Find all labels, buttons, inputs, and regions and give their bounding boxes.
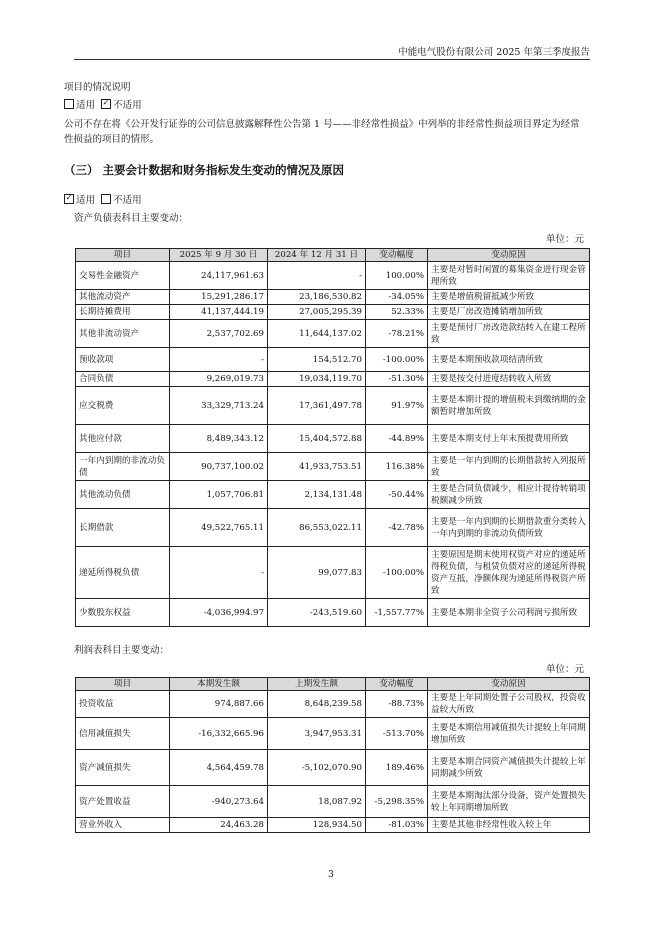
column-header: 项目 [76,249,170,262]
item-name-cell: 营业外收入 [76,818,170,833]
column-header: 变动原因 [428,249,590,262]
current-value-cell: 15,291,286.17 [170,290,268,305]
table-header-row [76,249,590,262]
current-value-cell: 1,057,706.81 [170,481,268,509]
current-value-cell: 4,564,459.78 [170,750,268,786]
change-rate-cell: -513.70% [366,718,428,750]
table-row [76,481,590,509]
prior-value-cell: -243,519.60 [268,599,366,627]
item-name-cell: 长期待摊费用 [76,305,170,320]
table-row [76,818,590,833]
change-reason-cell: 主要是其他非经常性收入较上年 [428,818,590,833]
report-header: 中能电气股份有限公司 2025 年第三季度报告 [398,47,590,58]
current-value-cell: -4,036,994.97 [170,599,268,627]
item-name-cell: 其他流动负债 [76,481,170,509]
section-not-applicable-label: 不适用 [113,195,142,206]
prior-value-cell: 19,034,119.70 [268,372,366,387]
income-caption: 利润表科目主要变动： [74,645,170,656]
section-title: （三） 主要会计数据和财务指标发生变动的情况及原因 [64,163,345,177]
section-applicable-checkbox-checked [64,194,74,204]
table-row [76,786,590,818]
current-value-cell: - [170,348,268,372]
change-rate-cell: -81.03% [366,818,428,833]
change-rate-cell: -5,298.35% [366,786,428,818]
current-value-cell: 24,463.28 [170,818,268,833]
balance-caption: 资产负债表科目主要变动： [74,213,189,224]
column-header: 本期发生额 [170,678,268,691]
change-reason-cell: 主要是一年内到期的长期借款重分类转入一年内到期的非流动负债所致 [428,509,590,547]
table-row [76,290,590,305]
change-rate-cell: 100.00% [366,262,428,290]
item-name-cell: 投资收益 [76,691,170,718]
prior-value-cell: 3,947,953.31 [268,718,366,750]
change-rate-cell: -44.89% [366,425,428,453]
item-name-cell: 信用减值损失 [76,718,170,750]
column-header: 变动幅度 [366,678,428,691]
change-rate-cell: -1,557.77% [366,599,428,627]
prior-value-cell: -5,102,070.90 [268,750,366,786]
change-rate-cell: -78.21% [366,320,428,348]
prior-value-cell: 128,934.50 [268,818,366,833]
change-rate-cell: 91.97% [366,387,428,425]
not-applicable-checkbox-checked [101,99,111,109]
change-rate-cell: 189.46% [366,750,428,786]
item-name-cell: 递延所得税负债 [76,547,170,599]
income-unit: 单位：元 [546,664,585,675]
change-rate-cell: -34.05% [366,290,428,305]
prior-value-cell: 86,553,022.11 [268,509,366,547]
table-row [76,372,590,387]
change-reason-cell: 主要是增值税留抵减少所致 [428,290,590,305]
change-reason-cell: 主要是本期信用减值损失计提较上年同期增加所致 [428,718,590,750]
change-rate-cell: -50.44% [366,481,428,509]
item-name-cell: 长期借款 [76,509,170,547]
item-name-cell: 资产处置收益 [76,786,170,818]
section-not-applicable-checkbox [101,194,111,204]
column-header: 变动原因 [428,678,590,691]
prior-value-cell: 23,186,530.82 [268,290,366,305]
table-row [76,262,590,290]
current-value-cell: 974,887.66 [170,691,268,718]
column-header: 2025 年 9 月 30 日 [170,249,268,262]
change-reason-cell: 主要是本期淘汰部分设备，资产处置损失较上年同期增加所致 [428,786,590,818]
change-reason-cell: 主要是本期预收款项结清所致 [428,348,590,372]
intro-label: 项目的情况说明 [64,82,131,93]
change-rate-cell: -42.78% [366,509,428,547]
current-value-cell: -16,332,665.96 [170,718,268,750]
prior-value-cell: - [268,262,366,290]
table-row [76,599,590,627]
change-reason-cell: 主要是按交付进度结转收入所致 [428,372,590,387]
column-header: 上期发生额 [268,678,366,691]
table-row [76,320,590,348]
change-rate-cell: 116.38% [366,453,428,481]
applicable-checkbox [64,99,74,109]
item-name-cell: 预收款项 [76,348,170,372]
table-row [76,453,590,481]
current-value-cell: -940,273.64 [170,786,268,818]
item-name-cell: 交易性金融资产 [76,262,170,290]
column-header: 项目 [76,678,170,691]
prior-value-cell: 18,087.92 [268,786,366,818]
prior-value-cell: 154,512.70 [268,348,366,372]
section-applicable-label: 适用 [76,195,96,206]
current-value-cell: 9,269,019.73 [170,372,268,387]
change-reason-cell: 主要是本期合同资产减值损失计提较上年同期减少所致 [428,750,590,786]
current-value-cell: 33,329,713.24 [170,387,268,425]
table-row [76,547,590,599]
change-reason-cell: 主要是预付厂房改造款结转入在建工程所致 [428,320,590,348]
page-number: 3 [328,870,334,880]
table-row [76,691,590,718]
current-value-cell: 41,137,444.19 [170,305,268,320]
prior-value-cell: 99,077.83 [268,547,366,599]
change-reason-cell: 主要原因是期末使用权资产对应的递延所得税负债，与租赁负债对应的递延所得税资产互抵，净额体现为递延所得税资产所致 [428,547,590,599]
item-name-cell: 一年内到期的非流动负债 [76,453,170,481]
change-reason-cell: 主要是上年同期处置子公司股权，投资收益较大所致 [428,691,590,718]
item-name-cell: 合同负债 [76,372,170,387]
prior-value-cell: 8,648,239.58 [268,691,366,718]
table-row [76,387,590,425]
section-options [64,193,142,208]
prior-value-cell: 2,134,131.48 [268,481,366,509]
balance-unit: 单位：元 [546,234,585,245]
prior-value-cell: 17,361,497.78 [268,387,366,425]
item-name-cell: 应交税费 [76,387,170,425]
column-header: 变动幅度 [366,249,428,262]
change-reason-cell: 主要是本期计提的增值税未到缴纳期的金额暂时增加所致 [428,387,590,425]
prior-value-cell: 41,933,753.51 [268,453,366,481]
table-row [76,425,590,453]
item-name-cell: 资产减值损失 [76,750,170,786]
table-row [76,509,590,547]
table-row [76,750,590,786]
prior-value-cell: 27,005,295.39 [268,305,366,320]
change-reason-cell: 主要是一年内到期的长期借款转入列报所致 [428,453,590,481]
table-row [76,348,590,372]
change-rate-cell: -88.73% [366,691,428,718]
item-name-cell: 其他流动资产 [76,290,170,305]
item-name-cell: 其他非流动资产 [76,320,170,348]
intro-options [64,98,142,113]
current-value-cell: 90,737,100.02 [170,453,268,481]
intro-statement: 公司不存在将《公开发行证券的公司信息披露解释性公告第 1 号——非经常性损益》中列举的非经常性损益项目界定为经常性损益的项目的情形。 [64,119,580,145]
prior-value-cell: 15,404,572.88 [268,425,366,453]
item-name-cell: 其他应付款 [76,425,170,453]
change-rate-cell: -51.30% [366,372,428,387]
balance-sheet-table [75,248,590,627]
applicable-label: 适用 [76,100,96,111]
current-value-cell: 2,537,702.69 [170,320,268,348]
change-rate-cell: -100.00% [366,547,428,599]
change-rate-cell: -100.00% [366,348,428,372]
change-reason-cell: 主要是本期非全资子公司利润亏损所致 [428,599,590,627]
item-name-cell: 少数股东权益 [76,599,170,627]
income-statement-table [75,677,590,833]
column-header: 2024 年 12 月 31 日 [268,249,366,262]
change-reason-cell: 主要是厂房改造摊销增加所致 [428,305,590,320]
prior-value-cell: 11,644,137.02 [268,320,366,348]
header-rule [74,59,590,60]
change-reason-cell: 主要是本期支付上年末预提费用所致 [428,425,590,453]
table-header-row [76,678,590,691]
not-applicable-label: 不适用 [113,100,142,111]
change-reason-cell: 主要是对暂时闲置的募集资金进行现金管理所致 [428,262,590,290]
table-row [76,718,590,750]
current-value-cell: 49,522,765.11 [170,509,268,547]
current-value-cell: 8,489,343.12 [170,425,268,453]
table-row [76,305,590,320]
current-value-cell: 24,117,961.63 [170,262,268,290]
current-value-cell: - [170,547,268,599]
change-rate-cell: 52.33% [366,305,428,320]
change-reason-cell: 主要是合同负债减少，相应计提待转销项税额减少所致 [428,481,590,509]
